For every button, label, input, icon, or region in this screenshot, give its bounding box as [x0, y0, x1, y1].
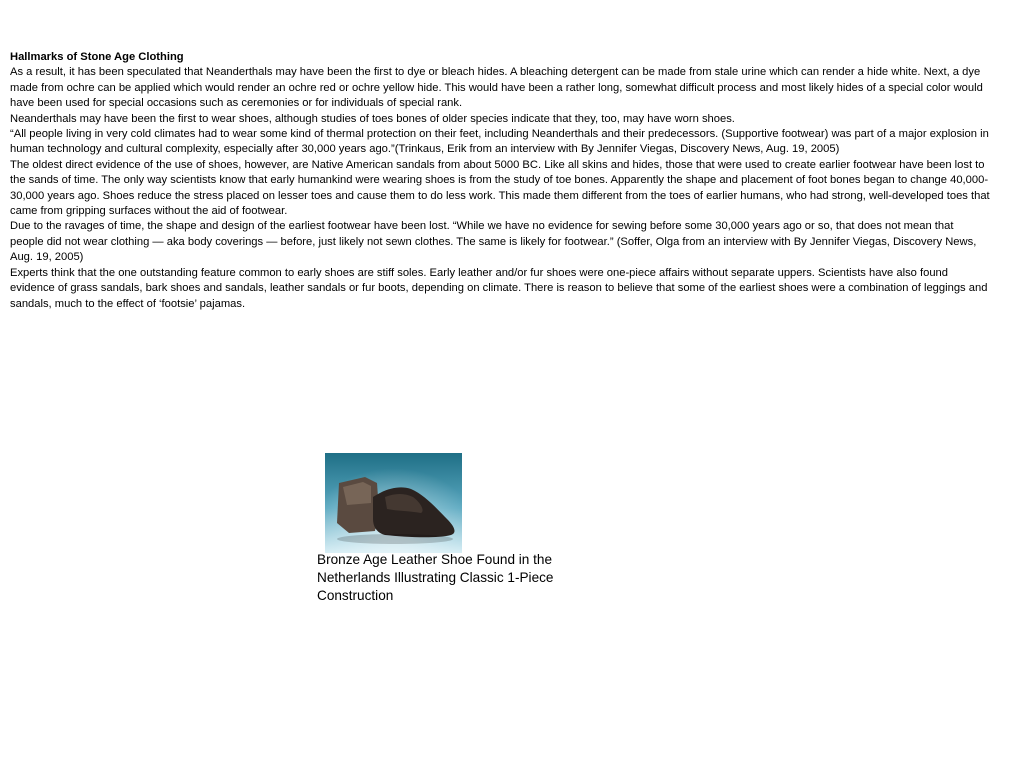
article-paragraph: Due to the ravages of time, the shape and design of the earliest footwear have been lost. “While we have no evidence for sewing before some 30,000 years ago or so, that does not mean that people did not wear clothing — aka body coverings — before, just likely not sewn clothes. The same is likely for footwear.” (Soffer, Olga from an interview with By Jennifer Viegas, Discovery News, Aug. 19, 2005) — [10, 220, 977, 264]
article-paragraph: “All people living in very cold climates had to wear some kind of thermal protection on their feet, including Neanderthals and their predecessors. (Supportive footwear) was part of a major explosion in human technology and cultural complexity, especially after 30,000 years ago.”(Trinkaus, Erik from an interview with By Jennifer Viegas, Discovery News, Aug. 19, 2005) — [10, 128, 989, 156]
article-paragraph: The oldest direct evidence of the use of shoes, however, are Native American sandals from about 5000 BC. Like all skins and hides, those that were used to create earlier footwear have been lost to the sands of time. The only way scientists know that early humankind were wearing shoes is from the study of toe bones. Apparently the shape and placement of foot bones began to change 40,000-30,000 years ago. Shoes reduce the stress placed on lesser toes and cause them to do less work. This made them different from the toes of earlier humans, who had strong, well-developed toes that came from gripping surfaces without the aid of footwear. — [10, 158, 990, 218]
article-paragraph: As a result, it has been speculated that Neanderthals may have been the first to dye or bleach hides. A bleaching detergent can be made from stale urine which can render a hide white. Next, a dye made from ochre can be applied which would render an ochre red or ochre yellow hide. This would have been a rather long, somewhat difficult process and most likely hides of a special color would have been used for special occasions such as ceremonies or for individuals of special rank. — [10, 66, 983, 110]
shoe-illustration — [325, 453, 462, 553]
article-heading: Hallmarks of Stone Age Clothing — [10, 51, 184, 63]
figure-caption: Bronze Age Leather Shoe Found in the Netherlands Illustrating Classic 1-Piece Construction — [317, 552, 554, 603]
article-text — [10, 50, 990, 312]
article-paragraph: Neanderthals may have been the first to wear shoes, although studies of toes bones of older species indicate that they, too, may have worn shoes. — [10, 112, 735, 125]
article-paragraph: Experts think that the one outstanding feature common to early shoes are stiff soles. Early leather and/or fur shoes were one-piece affairs without separate uppers. Scientists have also found evidence of grass sandals, bark shoes and sandals, leather sandals or fur boots, depending on climate. There is reason to believe that some of the earliest shoes were a combination of leggings and sandals, much to the effect of ‘footsie’ pajamas. — [10, 266, 988, 310]
leather-shoe-photo — [325, 453, 462, 553]
